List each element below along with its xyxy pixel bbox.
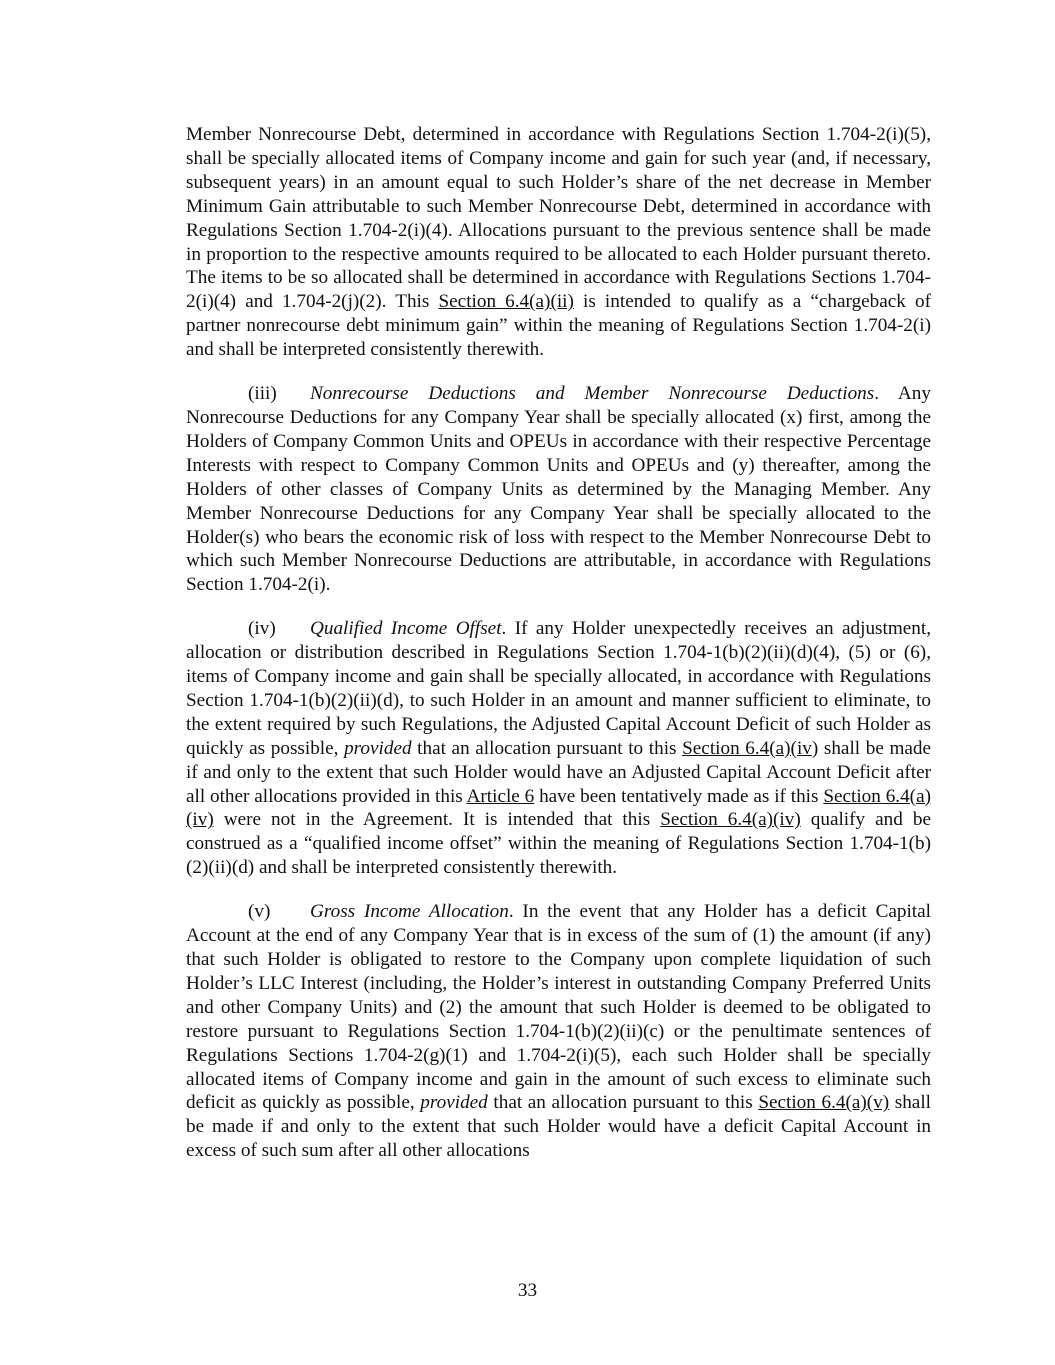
- document-body: [186, 123, 931, 1163]
- section-reference: Section 6.4(a)(iv): [660, 809, 801, 831]
- proviso-term: provided: [420, 1092, 488, 1114]
- section-reference: Section 6.4(a)(ii): [438, 291, 574, 313]
- clause-number: (v): [248, 901, 271, 923]
- paragraph-iii: [186, 382, 931, 597]
- section-reference: Section 6.4(a)(iv): [682, 737, 819, 759]
- clause-heading: Qualified Income Offset: [310, 618, 502, 640]
- paragraph-text: have been tentatively made as if this: [534, 785, 824, 807]
- clause-heading: Nonrecourse Deductions and Member Nonrecourse Deductions: [310, 383, 875, 405]
- section-reference: Section 6.4(a)(iv): [186, 785, 931, 831]
- paragraph-text: that an allocation pursuant to this: [487, 1092, 759, 1114]
- paragraph-text: that an allocation pursuant to this: [411, 737, 683, 759]
- section-reference: Section 6.4(a)(v): [758, 1092, 890, 1114]
- paragraph-text: were not in the Agreement. It is intended that this: [213, 809, 661, 831]
- paragraph-text: Member Nonrecourse Debt, determined in accordance with Regulations Section 1.704-2(i)(5), shall be specially allocated items of Company income and gain for such year (and, if necessary, subsequent years) in an amount equal to such Holder’s share of the net decrease in Member Minimum Gain attributable to such Member Nonrecourse Debt, determined in accordance with Regulations Section 1.704-2(i)(4). Allocations pursuant to the previous sentence shall be made in proportion to the respective amounts required to be allocated to each Holder pursuant thereto. The items to be so allocated shall be determined in accordance with Regulations Sections 1.704-2(i)(4) and 1.704-2(j)(2). This: [186, 124, 931, 313]
- paragraph-continuation: [186, 123, 931, 362]
- clause-number: (iii): [248, 383, 277, 405]
- paragraph-text: . In the event that any Holder has a deficit Capital Account at the end of any Company Year that is in excess of the sum of (1) the amount (if any) that such Holder is obligated to restore to the Company upon complete liquidation of such Holder’s LLC Interest (including, the Holder’s interest in outstanding Company Preferred Units and other Company Units) and (2) the amount that such Holder is deemed to be obligated to restore pursuant to Regulations Section 1.704-1(b)(2)(ii)(c) or the penultimate sentences of Regulations Sections 1.704-2(g)(1) and 1.704-2(i)(5), each such Holder shall be specially allocated items of Company income and gain in the amount of such excess to eliminate such deficit as quickly as possible,: [186, 901, 931, 1114]
- page-number: 33: [517, 1280, 538, 1301]
- article-reference: Article 6: [466, 785, 535, 807]
- clause-number: (iv): [248, 618, 276, 640]
- clause-heading: Gross Income Allocation: [310, 901, 509, 923]
- paragraph-iv: [186, 617, 931, 880]
- paragraph-text: . Any Nonrecourse Deductions for any Company Year shall be specially allocated (x) first, among the Holders of Company Common Units and OPEUs in accordance with their respective Percentage Interests with respect to Company Common Units and OPEUs and (y) thereafter, among the Holders of other classes of Company Units as determined by the Managing Member. Any Member Nonrecourse Deductions for any Company Year shall be specially allocated to the Holder(s) who bears the economic risk of loss with respect to the Member Nonrecourse Debt to which such Member Nonrecourse Deductions are attributable, in accordance with Regulations Section 1.704-2(i).: [186, 383, 931, 596]
- paragraph-text: qualify and be construed as a “qualified income offset” within the meaning of Regulations Section 1.704-1(b)(2)(ii)(d) and shall be interpreted consistently therewith.: [186, 809, 931, 879]
- paragraph-v: [186, 900, 931, 1163]
- paragraph-text: . If any Holder unexpectedly receives an adjustment, allocation or distribution described in Regulations Section 1.704-1(b)(2)(ii)(d)(4), (5) or (6), items of Company income and gain shall be specially allocated, in accordance with Regulations Section 1.704-1(b)(2)(ii)(d), to such Holder in an amount and manner sufficient to eliminate, to the extent required by such Regulations, the Adjusted Capital Account Deficit of such Holder as quickly as possible,: [186, 618, 931, 759]
- paragraph-text: shall be made if and only to the extent that such Holder would have an Adjusted Capital Account Deficit after all other allocations provided in this: [186, 737, 931, 807]
- paragraph-text: is intended to qualify as a “chargeback of partner nonrecourse debt minimum gain” within the meaning of Regulations Section 1.704-2(i) and shall be interpreted consistently therewith.: [186, 291, 932, 361]
- proviso-term: provided: [344, 737, 412, 759]
- paragraph-text: shall be made if and only to the extent that such Holder would have a deficit Capital Account in excess of such sum after all other allocations: [186, 1092, 931, 1162]
